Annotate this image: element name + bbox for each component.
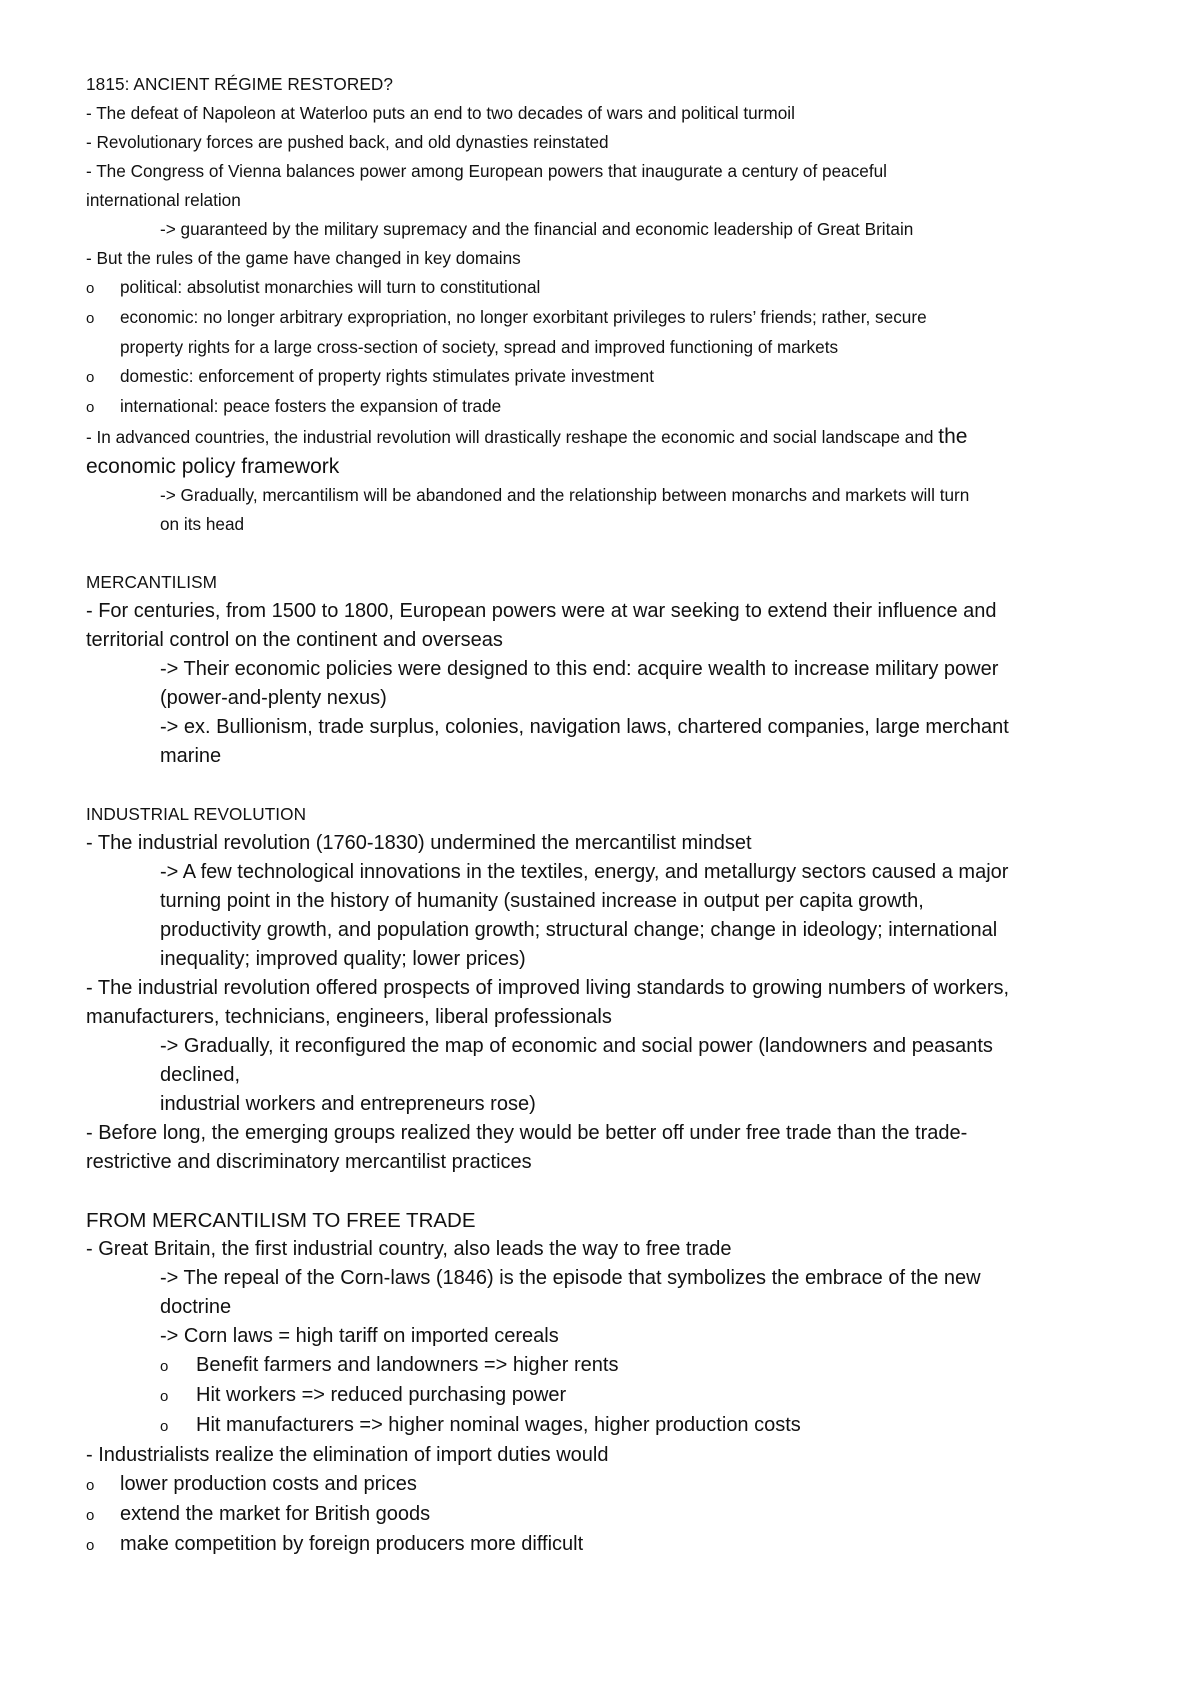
bullet-icon: o bbox=[86, 399, 95, 416]
arrow-line: -> ex. Bullionism, trade surplus, colonies, navigation laws, chartered companies, large merchant bbox=[160, 716, 1009, 738]
bullet-text: make competition by foreign producers more difficult bbox=[120, 1533, 584, 1555]
bullet-text: Hit workers => reduced purchasing power bbox=[196, 1384, 567, 1406]
bullet-item bbox=[86, 1470, 1120, 1500]
arrow-line: doctrine bbox=[160, 1296, 232, 1318]
paragraph-line: territorial control on the continent and overseas bbox=[86, 629, 503, 651]
section-heading-ancient-regime: 1815: ANCIENT RÉGIME RESTORED? bbox=[86, 74, 394, 94]
bullet-text: extend the market for British goods bbox=[120, 1503, 431, 1525]
arrow-line: -> A few technological innovations in the textiles, energy, and metallurgy sectors caused a major bbox=[160, 861, 1009, 883]
bullet-item bbox=[160, 1351, 1120, 1381]
bullet-icon: o bbox=[86, 1537, 95, 1554]
paragraph-text: - In advanced countries, the industrial revolution will drastically reshape the economic and social landscape and bbox=[86, 427, 934, 447]
bullet-item bbox=[86, 1530, 1120, 1560]
arrow-line: -> guaranteed by the military supremacy and the financial and economic leadership of Great Britain bbox=[160, 219, 914, 239]
bullet-item bbox=[160, 1381, 1120, 1411]
bullet-item bbox=[86, 362, 1120, 392]
paragraph-text-large: the bbox=[938, 425, 968, 448]
section-heading-industrial-revolution: INDUSTRIAL REVOLUTION bbox=[86, 804, 307, 824]
section-heading-mercantilism: MERCANTILISM bbox=[86, 572, 218, 592]
paragraph-line: - The industrial revolution (1760-1830) undermined the mercantilist mindset bbox=[86, 832, 752, 854]
bullet-icon: o bbox=[86, 369, 95, 386]
bullet-text: Hit manufacturers => higher nominal wages, higher production costs bbox=[196, 1414, 801, 1436]
arrow-line: -> Corn laws = high tariff on imported cereals bbox=[160, 1325, 559, 1347]
arrow-line: -> Their economic policies were designed to this end: acquire wealth to increase military power bbox=[160, 658, 999, 680]
paragraph-line: restrictive and discriminatory mercantilist practices bbox=[86, 1151, 532, 1173]
bullet-text: lower production costs and prices bbox=[120, 1473, 417, 1495]
bullet-item bbox=[86, 1500, 1120, 1530]
arrow-line: on its head bbox=[160, 514, 245, 534]
bullet-icon: o bbox=[160, 1388, 169, 1405]
section-heading-free-trade: FROM MERCANTILISM TO FREE TRADE bbox=[86, 1209, 476, 1232]
bullet-text: Benefit farmers and landowners => higher rents bbox=[196, 1354, 619, 1376]
arrow-line: -> The repeal of the Corn-laws (1846) is the episode that symbolizes the embrace of the new bbox=[160, 1267, 981, 1289]
paragraph-line: - Great Britain, the first industrial country, also leads the way to free trade bbox=[86, 1238, 732, 1260]
bullet-icon: o bbox=[160, 1358, 169, 1375]
bullet-item bbox=[160, 1411, 1120, 1441]
arrow-line: -> Gradually, it reconfigured the map of economic and social power (landowners and peasants bbox=[160, 1035, 993, 1057]
bullet-item bbox=[86, 303, 1120, 333]
arrow-line: industrial workers and entrepreneurs rose) bbox=[160, 1093, 536, 1115]
bullet-icon: o bbox=[160, 1418, 169, 1435]
paragraph-line: - For centuries, from 1500 to 1800, European powers were at war seeking to extend their influence and bbox=[86, 600, 997, 622]
bullet-icon: o bbox=[86, 1507, 95, 1524]
paragraph-line: - Revolutionary forces are pushed back, and old dynasties reinstated bbox=[86, 132, 609, 152]
arrow-line: productivity growth, and population growth; structural change; change in ideology; international bbox=[160, 919, 998, 941]
paragraph-line: - Industrialists realize the elimination of import duties would bbox=[86, 1444, 609, 1466]
bullet-icon: o bbox=[86, 1477, 95, 1494]
paragraph-line: - The industrial revolution offered prospects of improved living standards to growing numbers of workers, bbox=[86, 977, 1010, 999]
bullet-text: international: peace fosters the expansion of trade bbox=[120, 396, 502, 416]
bullet-text: domestic: enforcement of property rights stimulates private investment bbox=[120, 366, 654, 386]
arrow-line: (power-and-plenty nexus) bbox=[160, 687, 387, 709]
paragraph-line: - Before long, the emerging groups realized they would be better off under free trade than the trade- bbox=[86, 1122, 968, 1144]
bullet-text: political: absolutist monarchies will turn to constitutional bbox=[120, 277, 541, 297]
paragraph-line: manufacturers, technicians, engineers, liberal professionals bbox=[86, 1006, 612, 1028]
bullet-icon: o bbox=[86, 280, 95, 297]
bullet-item bbox=[86, 392, 1120, 422]
arrow-line: turning point in the history of humanity (sustained increase in output per capita growth, bbox=[160, 890, 924, 912]
paragraph-line: international relation bbox=[86, 190, 241, 210]
bullet-text-continued: property rights for a large cross-section of society, spread and improved functioning of markets bbox=[120, 337, 839, 357]
paragraph-line: economic policy framework bbox=[86, 455, 340, 478]
paragraph-line: - The defeat of Napoleon at Waterloo puts an end to two decades of wars and political turmoil bbox=[86, 103, 795, 123]
paragraph-line bbox=[86, 422, 1120, 452]
bullet-item bbox=[86, 273, 1120, 303]
arrow-line: -> Gradually, mercantilism will be abandoned and the relationship between monarchs and markets will turn bbox=[160, 485, 970, 505]
bullet-icon: o bbox=[86, 310, 95, 327]
paragraph-line: - The Congress of Vienna balances power among European powers that inaugurate a century of peaceful bbox=[86, 161, 888, 181]
arrow-line: declined, bbox=[160, 1064, 241, 1086]
bullet-text: economic: no longer arbitrary expropriation, no longer exorbitant privileges to rulers’ friends; rather, secure bbox=[120, 307, 927, 327]
arrow-line: marine bbox=[160, 745, 222, 767]
paragraph-line: - But the rules of the game have changed in key domains bbox=[86, 248, 521, 268]
arrow-line: inequality; improved quality; lower prices) bbox=[160, 948, 526, 970]
